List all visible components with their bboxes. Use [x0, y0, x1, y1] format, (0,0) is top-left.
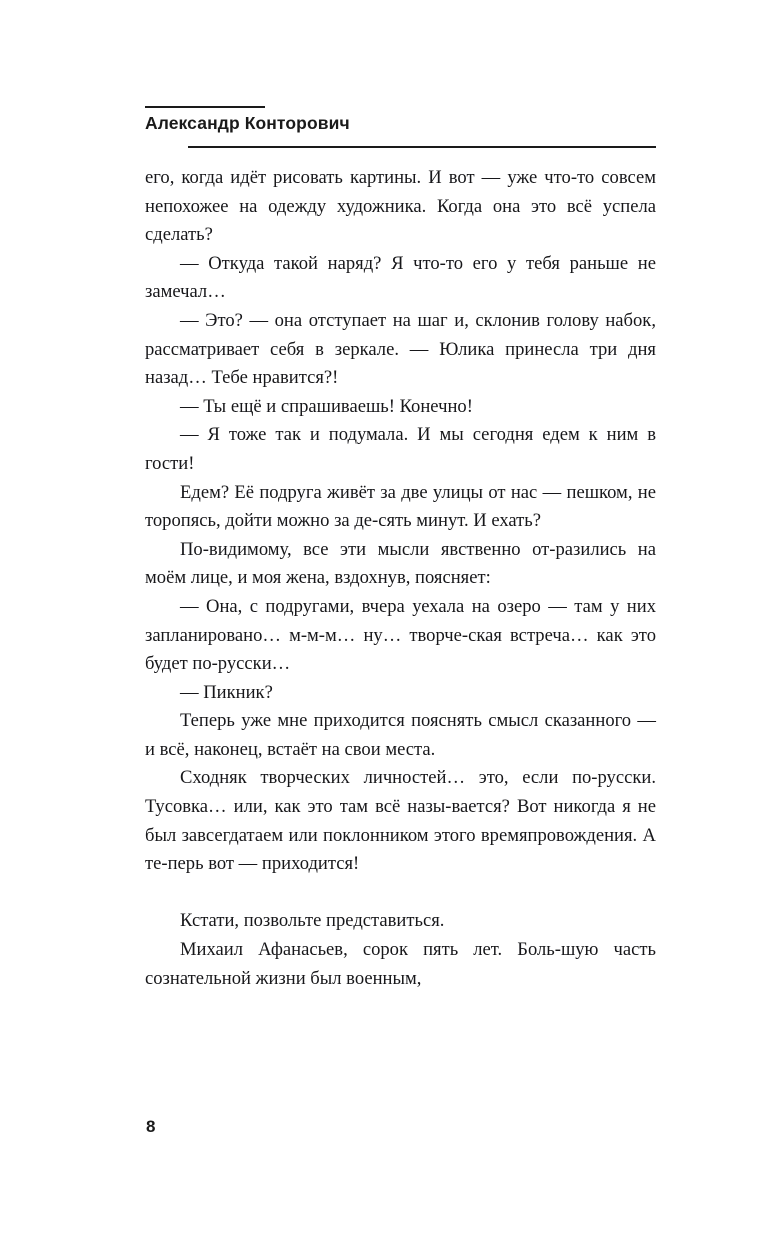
page-number: 8: [146, 1117, 156, 1136]
body-paragraph-dialogue: — Она, с подругами, вчера уехала на озеро — там у них запланировано… м-м-м… ну… творче-ская встреча… как это будет по-русски…: [145, 595, 656, 675]
body-paragraph-dialogue: — Я тоже так и подумала. И мы сегодня едем к ним в гости!: [145, 424, 656, 474]
body-paragraph: Сходняк творческих личностей… это, если по-русски. Тусовка… или, как это там всё назы-вается? Вот никогда я не был завсегдатаем или поклонником этого времяпровождения. А те-перь вот — приходится!: [145, 767, 656, 875]
body-paragraph: Михаил Афанасьев, сорок пять лет. Боль-шую часть сознательной жизни был военным,: [145, 939, 656, 989]
running-head-rule-top: [145, 106, 265, 108]
body-paragraph-dialogue: — Откуда такой наряд? Я что-то его у тебя раньше не замечал…: [145, 252, 656, 303]
body-paragraph-dialogue: — Пикник?: [180, 681, 273, 703]
body-paragraph: По-видимому, все эти мысли явственно от-разились на моём лице, и моя жена, вздохнув, поясняет:: [145, 538, 656, 589]
body-paragraph: его, когда идёт рисовать картины. И вот — уже что-то совсем непохожее на одежду художника. Когда она это всё успела сделать?: [145, 167, 656, 246]
body-paragraph-dialogue: — Ты ещё и спрашиваешь! Конечно!: [180, 395, 473, 417]
running-head-rule-bottom-wrap: [145, 135, 656, 153]
body-text-column: [145, 164, 656, 993]
body-paragraph: Теперь уже мне приходится пояснять смысл сказанного — и всё, наконец, встаёт на свои места.: [145, 710, 656, 760]
body-paragraph: Кстати, позвольте представиться.: [180, 910, 445, 932]
body-paragraph-dialogue: — Это? — она отступает на шаг и, склонив голову набок, рассматривает себя в зеркале. — Юлика принесла три дня назад… Тебе нравится?!: [145, 309, 656, 389]
running-head: [145, 106, 656, 153]
running-head-rule-bottom: [188, 146, 656, 148]
running-head-author: Александр Конторович: [145, 113, 350, 133]
body-paragraph: Едем? Её подруга живёт за две улицы от нас — пешком, не торопясь, дойти можно за де-сять минут. И ехать?: [145, 481, 656, 532]
